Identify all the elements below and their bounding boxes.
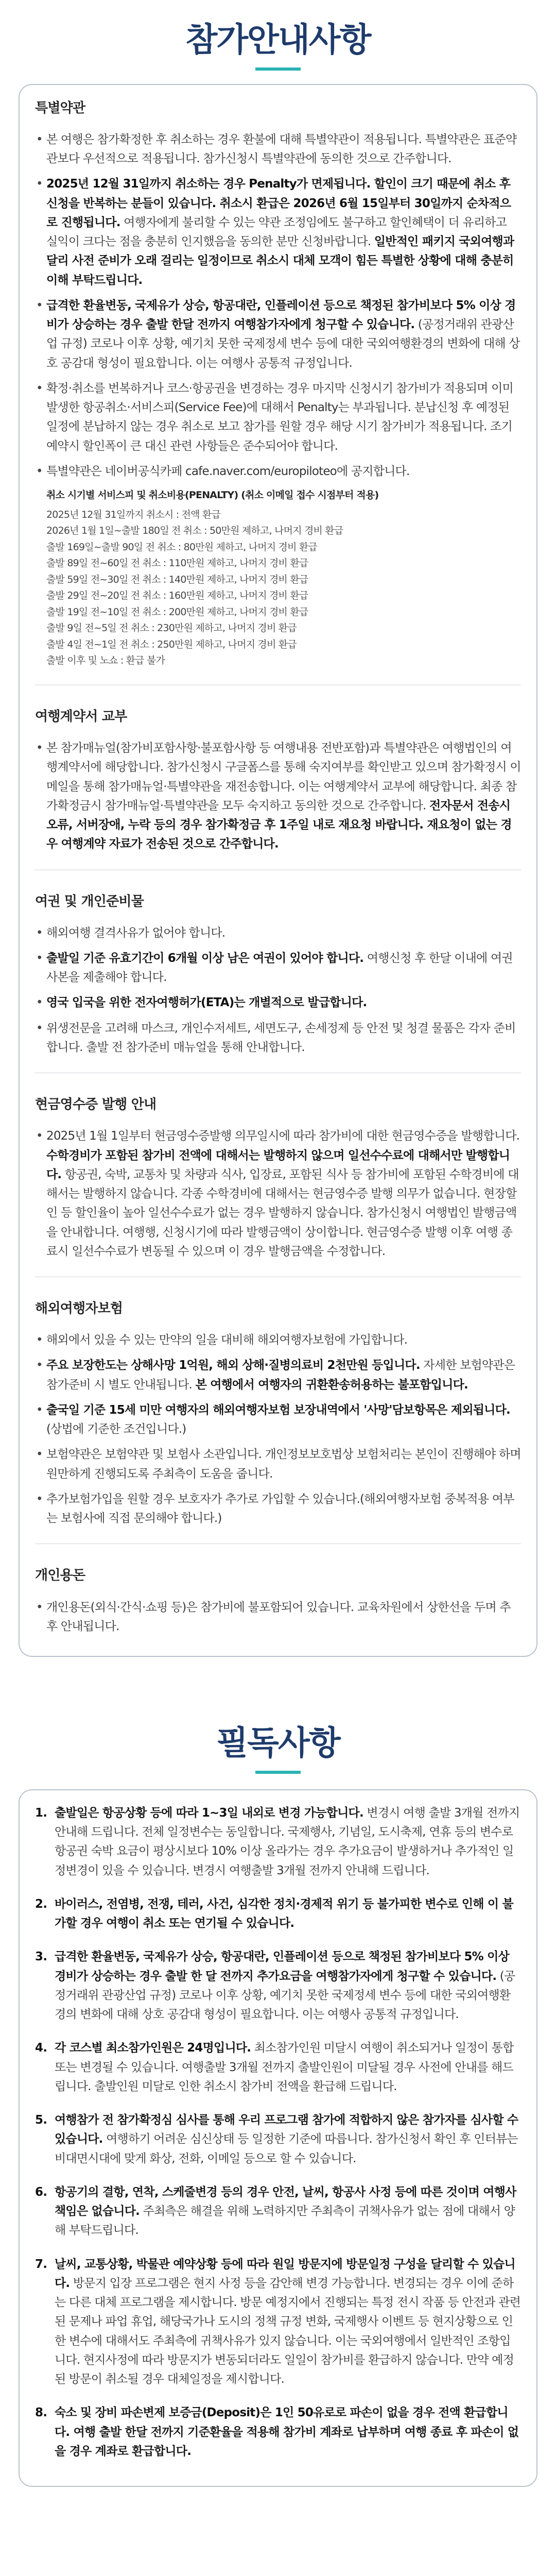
numbered-item (35, 2403, 521, 2461)
list-item: • 보험약관은 보험약관 및 보험사 소관입니다. 개인정보보호법상 보험처리는 본인이 진행해야 하며 원만하게 진행되도록 주최측이 도움을 줍니다. (35, 1445, 521, 1484)
item-text: 급격한 환율변동, 국제유가 상승, 항공대란, 인플레이션 등으로 책정된 참가비보다 5% 이상 경비가 상승하는 경우 출발 한 달 전까지 추가요금을 여행참가자에게 청구할 수 있습니다. (공정거래위 관광산업 규정) 코로나 이후 상황, 예기치 못한 국제정세 변수 등에 대한 국외여행환경의 변화에 대해 상호 공감대 형성이 필요합니다. 이는 여행사 공통적 규정입니다. (55, 1950, 515, 2022)
item-text: 항공기의 결항, 연착, 스케줄변경 등의 경우 안전, 날씨, 항공사 사정 등에 따른 것이며 여행사 책임은 없습니다. 주최측은 해결을 위해 노력하지만 주최측이 귀책사유가 없는 점에 대해서 양해 부탁드립니다. (55, 2185, 516, 2238)
item-text: 숙소 및 장비 파손변제 보증금(Deposit)은 1인 50유로로 파손이 없을 경우 전액 환급합니다. 여행 출발 한달 전까지 기준환율을 적용해 참가비 계좌로 납부하며 여행 종료 후 파손이 없을 경우 계좌로 환급합니다. (55, 2406, 519, 2458)
numbered-item (35, 1804, 521, 1880)
item-number: 3. (35, 1950, 47, 1964)
section-insurance (35, 1298, 521, 1528)
list-item: • 본 여행은 참가확정한 후 취소하는 경우 환불에 대해 특별약관이 적용됩니다. 특별약관은 표준약관보다 우선적으로 적용됩니다. 참가신청시 특별약관에 동의한 것으로 간주합니다. (35, 130, 521, 169)
notes-panel (19, 1789, 537, 2487)
title-block-2 (0, 1703, 556, 1774)
refund-rows (46, 507, 521, 669)
list-item: • 해외에서 있을 수 있는 만약의 일을 대비해 해외여행자보험에 가입합니다. (35, 1331, 521, 1350)
item-text: 출발일은 항공상황 등에 따라 1~3일 내외로 변경 가능합니다. 변경시 여행 출발 3개월 전까지 안내해 드립니다. 전체 일정변수는 동일합니다. 국제행사, 기념일, 도시축제, 연휴 등의 변수로 항공권 숙박 요금이 평상시보다 10% 이상 올라가는 경우 추가요금이 발생하거나 추가적인 일정변경이 있을 수 있습니다. 변경시 여행출발 3개월 전까지 안내해 드립니다. (55, 1806, 520, 1877)
refund-row: 출발 89일 전~60일 전 취소 : 110만원 제하고, 나머지 경비 환급 (46, 557, 308, 569)
info-panel (19, 84, 537, 1657)
section-title: 여권 및 개인준비물 (35, 893, 144, 909)
list-item: • 출발일 기준 유효기간이 6개월 이상 남은 여권이 있어야 합니다. 여행신청 후 한달 이내에 여권사본을 제출해야 합니다. (35, 949, 521, 988)
section-title: 현금영수증 발행 안내 (35, 1097, 157, 1113)
item-text: 날씨, 교통상황, 박물관 예약상황 등에 따라 원일 방문지에 방문일정 구성을 달리할 수 있습니다. 방문지 입장 프로그램은 현지 사정 등을 감안해 변경 가능합니다. 변경되는 경우 이에 준하는 다른 대체 프로그램을 제시합니다. 방문 예정지에서 진행되는 특정 전시 작품 등 안전과 관련된 문제나 파업 휴업, 해당국가나 도시의 정책 규정 변화, 국제행사 이벤트 등 현지상황으로 인한 변수에 대해서도 주최측에 귀책사유가 있지 않습니다. 이는 국외여행에서 일반적인 조항입니다. 현지사정에 따라 방문지가 변동되더라도 일일이 참가비를 환급하지 않습니다. 만약 예정된 방문이 취소될 경우 대체일정을 제시합니다. (55, 2257, 521, 2386)
item-number: 8. (35, 2406, 47, 2420)
refund-row: 출발 19일 전~10일 전 취소 : 200만원 제하고, 나머지 경비 환급 (46, 606, 308, 618)
numbered-item (35, 2255, 521, 2389)
item-number: 6. (35, 2185, 47, 2199)
page-title: 참가안내사항 (185, 21, 371, 59)
numbered-item (35, 2111, 521, 2168)
title-block (0, 0, 556, 71)
refund-row: 출발 9일 전~5일 전 취소 : 230만원 제하고, 나머지 경비 환급 (46, 622, 297, 634)
list-item: • 위생전문을 고려해 마스크, 개인수저세트, 세면도구, 손세정제 등 안전 및 청결 물품은 각자 준비합니다. 출발 전 참가준비 매뉴얼을 통해 안내합니다. (35, 1019, 521, 1058)
bullet-list (35, 1127, 521, 1261)
bullet-list (35, 130, 521, 481)
refund-schedule (35, 487, 521, 669)
list-item: • 본 참가매뉴얼(참가비포함사항·불포함사항 등 여행내용 전반포함)과 특별약관은 여행법인의 여행계약서에 해당합니다. 참가신청시 구글폼스를 통해 숙지여부를 확인받고 있으며 참가확정시 이메일을 통해 참가매뉴얼·특별약관을 재전송합니다. 이는 여행계약서 교부에 해당합니다. 최종 참가확정금시 참가매뉴얼·특별약관을 모두 숙지하고 동의한 것으로 간주합니다. 전자문서 전송시 오류, 서버장애, 누락 등의 경우 참가확정금 후 1주일 내로 재요청 바랍니다. 재요청이 없는 경우 여행계약 자료가 전송된 것으로 간주합니다. (35, 739, 521, 854)
refund-row: 2025년 12월 31일까지 취소시 : 전액 환급 (46, 509, 220, 520)
refund-row: 출발 169일~출발 90일 전 취소 : 80만원 제하고, 나머지 경비 환급 (46, 541, 318, 553)
section-special-terms (35, 97, 521, 669)
numbered-item (35, 2039, 521, 2096)
list-item: • 확정·취소를 번복하거나 코스·항공권을 변경하는 경우 마지막 신청시기 참가비가 적용되며 이미 발생한 항공취소·서비스피(Service Fee)에 대해서 Penalty는 부과됩니다. 분납신청 후 예정된 일정에 분납하지 않는 경우 취소로 보고 참가를 원할 경우 해당 시기 참가비가 적용됩니다. 조기예약시 할인폭이 큰 대신 관련 사항들은 준수되어야 합니다. (35, 379, 521, 456)
refund-row: 2026년 1월 1일~출발 180일 전 취소 : 50만원 제하고, 나머지 경비 환급 (46, 525, 343, 537)
title-underline (255, 67, 301, 71)
list-item: • 영국 입국을 위한 전자여행허가(ETA)는 개별적으로 발급합니다. (35, 993, 521, 1012)
item-text: 여행참가 전 참가확정심 심사를 통해 우리 프로그램 참가에 적합하지 않은 참가자를 심사할 수 있습니다. 여행하기 어려운 심신상태 등 일정한 기준에 따릅니다. 참가신청서 확인 후 인터뷰는 비대면시대에 맞게 화상, 전화, 이메일 등으로 할 수 있습니다. (55, 2113, 518, 2165)
title-underline (255, 1771, 301, 1774)
section-contract (35, 706, 521, 854)
list-item: • 주요 보장한도는 상해사망 1억원, 해외 상해·질병의료비 2천만원 등입니다. 자세한 보험약관은 참가준비 시 별도 안내됩니다. 본 여행에서 여행자의 귀환환송허용하는 불포함입니다. (35, 1356, 521, 1395)
list-item: • 2025년 1월 1일부터 현금영수증발행 의무일시에 따라 참가비에 대한 현금영수증을 발행합니다. 수학경비가 포함된 참가비 전액에 대해서는 발행하지 않으며 일선수수료에 대해서만 발행합니다. 항공권, 숙박, 교통차 및 차량과 식사, 입장료, 포함된 식사 등 참가비에 포함된 수학경비에 대해서는 발행하지 않습니다. 각종 수학경비에 대해서는 현금영수증 발행 의무가 없습니다. 현장할인 등 할인율이 높아 일선수수료가 없는 경우 발행하지 않습니다. 참가신청시 여행법인 발행금액을 안내합니다. 여행행, 신청시기에 따라 발행금액이 상이합니다. 현금영수증 발행 이후 여행 종료시 일선수수료가 변동될 수 있으며 이 경우 발행금액을 수정합니다. (35, 1127, 521, 1261)
refund-title: 취소 시기별 서비스피 및 취소비용(PENALTY) (취소 이메일 접수 시점부터 적용) (46, 489, 379, 501)
section-title: 특별약관 (35, 100, 85, 116)
section-title: 개인용돈 (35, 1568, 85, 1584)
list-item: • 2025년 12월 31일까지 취소하는 경우 Penalty가 면제됩니다. 할인이 크기 때문에 취소 후 신청을 반복하는 분들이 있습니다. 취소시 환급은 2026년 6월 15일부터 30일까지 순차적으로 진행됩니다. 여행자에게 불리할 수 있는 약관 조정임에도 불구하고 할인혜택이 더 유리하고 실익이 크다는 점을 충분히 인지했음을 동의한 분만 신청바랍니다. 일반적인 패키지 국외여행과 달리 사전 준비가 오래 걸리는 일정이므로 취소시 대체 모객이 힘든 특별한 상황에 대해 충분히 이해 부탁드립니다. (35, 175, 521, 290)
list-item: • 출국일 기준 15세 미만 여행자의 해외여행자보험 보장내역에서 '사망'담보항목은 제외됩니다. (상법에 기준한 조건입니다.) (35, 1401, 521, 1439)
numbered-item (35, 1947, 521, 2024)
section-passport (35, 891, 521, 1058)
section-title: 여행계약서 교부 (35, 709, 127, 724)
refund-row: 출발 이후 및 노쇼 : 환급 불가 (46, 655, 165, 667)
item-text: 각 코스별 최소참가인원은 24명입니다. 최소참가인원 미달시 여행이 취소되거나 일정이 통합 또는 변경될 수 있습니다. 여행출발 3개월 전까지 출발인원이 미달될 경우 사전에 안내를 해드립니다. 출발인원 미달로 인한 취소시 참가비 전액을 환급해 드립니다. (55, 2041, 514, 2093)
list-item: • 개인용돈(외식·간식·쇼핑 등)은 참가비에 불포함되어 있습니다. 교육차원에서 상한선을 두며 추후 안내됩니다. (35, 1598, 521, 1637)
list-item: • 해외여행 결격사유가 없어야 합니다. (35, 924, 521, 943)
item-number: 5. (35, 2113, 47, 2127)
item-number: 7. (35, 2257, 47, 2271)
numbered-item (35, 2183, 521, 2241)
item-number: 2. (35, 1897, 47, 1911)
list-item: • 추가보험가입을 원할 경우 보호자가 추가로 가입할 수 있습니다.(해외여행자보험 중복적용 여부는 보험사에 직접 문의해야 합니다.) (35, 1490, 521, 1529)
section-main-title: 필독사항 (216, 1724, 340, 1763)
bullet-list (35, 1331, 521, 1528)
numbered-list (35, 1804, 521, 2461)
section-receipt (35, 1094, 521, 1261)
section-pocket-money (35, 1565, 521, 1636)
section-title: 해외여행자보험 (35, 1301, 123, 1317)
numbered-item (35, 1895, 521, 1934)
refund-row: 출발 4일 전~1일 전 취소 : 250만원 제하고, 나머지 경비 환급 (46, 638, 297, 650)
item-text: 바이러스, 전염병, 전쟁, 테러, 사건, 심각한 정치·경제적 위기 등 불가피한 변수로 인해 이 불가할 경우 여행이 취소 또는 연기될 수 있습니다. (55, 1897, 513, 1930)
list-item: • 급격한 환율변동, 국제유가 상승, 항공대란, 인플레이션 등으로 책정된 참가비보다 5% 이상 경비가 상승하는 경우 출발 한달 전까지 여행참가자에게 청구할 수 있습니다. (공정거래위 관광산업 규정) 코로나 이후 상황, 예기치 못한 국제정세 변수 등에 대한 국외여행환경의 변화에 대해 상호 공감대 형성이 필요합니다. 이는 여행사 공통적 규정입니다. (35, 296, 521, 373)
refund-row: 출발 29일 전~20일 전 취소 : 160만원 제하고, 나머지 경비 환급 (46, 590, 308, 602)
item-number: 4. (35, 2041, 47, 2055)
bullet-list (35, 739, 521, 854)
list-item: • 특별약관은 네이버공식카페 cafe.naver.com/europiloteo에 공지합니다. (35, 462, 521, 481)
item-number: 1. (35, 1806, 47, 1820)
bullet-list (35, 924, 521, 1058)
bullet-list (35, 1598, 521, 1637)
refund-row: 출발 59일 전~30일 전 취소 : 140만원 제하고, 나머지 경비 환급 (46, 573, 308, 585)
